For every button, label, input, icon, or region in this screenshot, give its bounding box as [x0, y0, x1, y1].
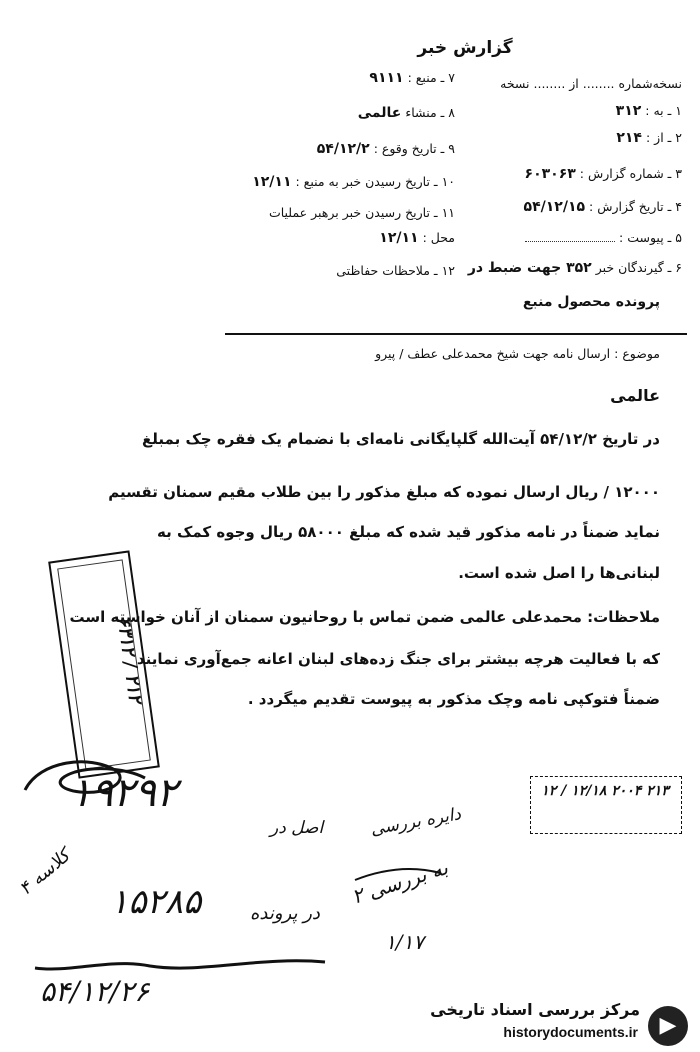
- header-copy-number: [472, 76, 682, 91]
- header-field-value: ۳۱۲: [615, 103, 642, 119]
- handwritten-date: ۵۴/۱۲/۲۶: [40, 975, 150, 1008]
- header-field-from: [472, 130, 682, 146]
- header-field-label: ۱۲ ـ ملاحظات حفاظتی: [336, 263, 455, 278]
- vertical-stamp-text: ۶۳۱۲ / ۲۱۲: [112, 615, 146, 705]
- signature-stroke: [350, 865, 450, 905]
- header-field-report-date: [472, 199, 682, 215]
- handwritten-note: در پرونده: [250, 903, 320, 924]
- header-field-label: ۳ ـ شماره گزارش :: [579, 166, 682, 181]
- handwritten-note: به بررسی ۲: [348, 855, 451, 909]
- body-line: ۱۲۰۰۰ / ریال ارسال نموده که مبلغ مذکور را بین طلاب مقیم سمنان تقسیم: [108, 483, 660, 501]
- subject-line: موضوع : ارسال نامه جهت شیخ محمدعلی عطف / پیرو: [375, 346, 660, 361]
- header-field-label: ۱۱ ـ تاریخ رسیدن خبر برهبر عملیات: [268, 205, 455, 220]
- archive-logo-url: historydocuments.ir: [503, 1024, 638, 1040]
- remarks-line: که با فعالیت هرچه بیشتر برای جنگ زده‌های لبنان اعانه جمع‌آوری نمایند: [136, 650, 660, 668]
- body-line: لبنانی‌ها را اصل شده است.: [458, 564, 660, 582]
- handwritten-note: کلاسه ۴: [15, 845, 75, 900]
- header-field-news-to-source-date: [205, 174, 455, 190]
- header-field-attachment: [472, 229, 682, 245]
- header-field-label: ۱ ـ به :: [645, 103, 682, 118]
- header-field-label: ۴ ـ تاریخ گزارش :: [589, 199, 682, 214]
- header-field-label: ۶ ـ گیرندگان خبر: [595, 260, 682, 275]
- header-field-label: ۹ ـ تاریخ وقوع :: [373, 141, 455, 156]
- header-field-value: ۳۵۲ جهت ضبط در: [467, 260, 592, 276]
- header-field-recipients: [422, 260, 682, 276]
- header-field-to: [472, 103, 682, 119]
- body-line: نماید ضمناً در نامه مذکور قید شده که مبلغ ۵۸۰۰۰ ریال وجوه کمک به: [157, 523, 660, 541]
- header-field-label: ۵ ـ پیوست :: [619, 230, 682, 245]
- header-field-label: ۸ ـ منشاء: [405, 105, 455, 120]
- header-field-label: محل :: [422, 230, 455, 245]
- header-field-label: ۱۰ ـ تاریخ رسیدن خبر به منبع :: [295, 174, 455, 189]
- header-field-location: [225, 230, 455, 246]
- registration-stamp-text: ۱۲ / ۱۲/۱۸ ۲۰۰۴ ۲۱۳: [541, 783, 669, 799]
- body-line: در تاریخ ۵۴/۱۲/۲ آیت‌الله گلپایگانی نامه‌ای با نضمام یک فقره چک بمبلغ: [142, 430, 660, 448]
- header-field-value: ۹۱۱۱: [369, 70, 404, 86]
- header-field-source: [225, 70, 455, 86]
- header-field-value: ۶۰۳۰۶۳: [524, 166, 576, 182]
- header-field-value: ۵۴/۱۲/۱۵: [523, 199, 586, 215]
- header-field-value: عالمی: [357, 105, 402, 121]
- underline-stroke: [30, 948, 330, 978]
- header-field-value: ۱۲/۱۱: [252, 174, 292, 190]
- handwritten-note: اصل در: [270, 818, 324, 838]
- header-field-value: ۲۱۴: [616, 130, 642, 146]
- handwritten-number-top: ۱۹۲۹۲: [70, 770, 178, 816]
- file-note: پرونده محصول منبع: [522, 294, 660, 310]
- remarks-line: ضمناً فتوکپی نامه وچک مذکور به پیوست تقدیم میگردد .: [247, 690, 660, 708]
- handwritten-note: ۱/۱۷: [385, 930, 424, 954]
- header-field-value: ۵۴/۱۲/۲: [316, 141, 370, 157]
- header-field-report-number: [472, 166, 682, 182]
- report-title: گزارش خبر: [417, 38, 513, 58]
- header-field-value: ۱۲/۱۱: [379, 230, 419, 246]
- handwritten-number-mid: ۱۵۲۸۵: [110, 882, 202, 922]
- remarks-line: ملاحظات: محمدعلی عالمی ضمن تماس با روحانیون سمنان از آنان خواسته است: [69, 608, 660, 626]
- header-field-news-to-operations-date: [225, 205, 455, 220]
- header-field-label: نسخه‌شماره ........ از ........ نسخه: [500, 76, 682, 91]
- header-field-origin: [225, 105, 455, 121]
- dotted-line: [525, 229, 615, 242]
- body-salutation: عالمی: [610, 386, 660, 405]
- archive-logo-name: مرکز بررسی اسناد تاریخی: [430, 1000, 640, 1019]
- header-field-occurrence-date: [225, 141, 455, 157]
- header-field-security-notes: [225, 263, 455, 278]
- header-field-label: ۲ ـ از :: [645, 130, 682, 145]
- header-divider: [225, 333, 687, 335]
- handwritten-note: دایره بررسی: [368, 804, 463, 840]
- header-field-label: ۷ ـ منبع :: [407, 70, 455, 85]
- archive-logo-icon: ▶: [648, 1006, 688, 1046]
